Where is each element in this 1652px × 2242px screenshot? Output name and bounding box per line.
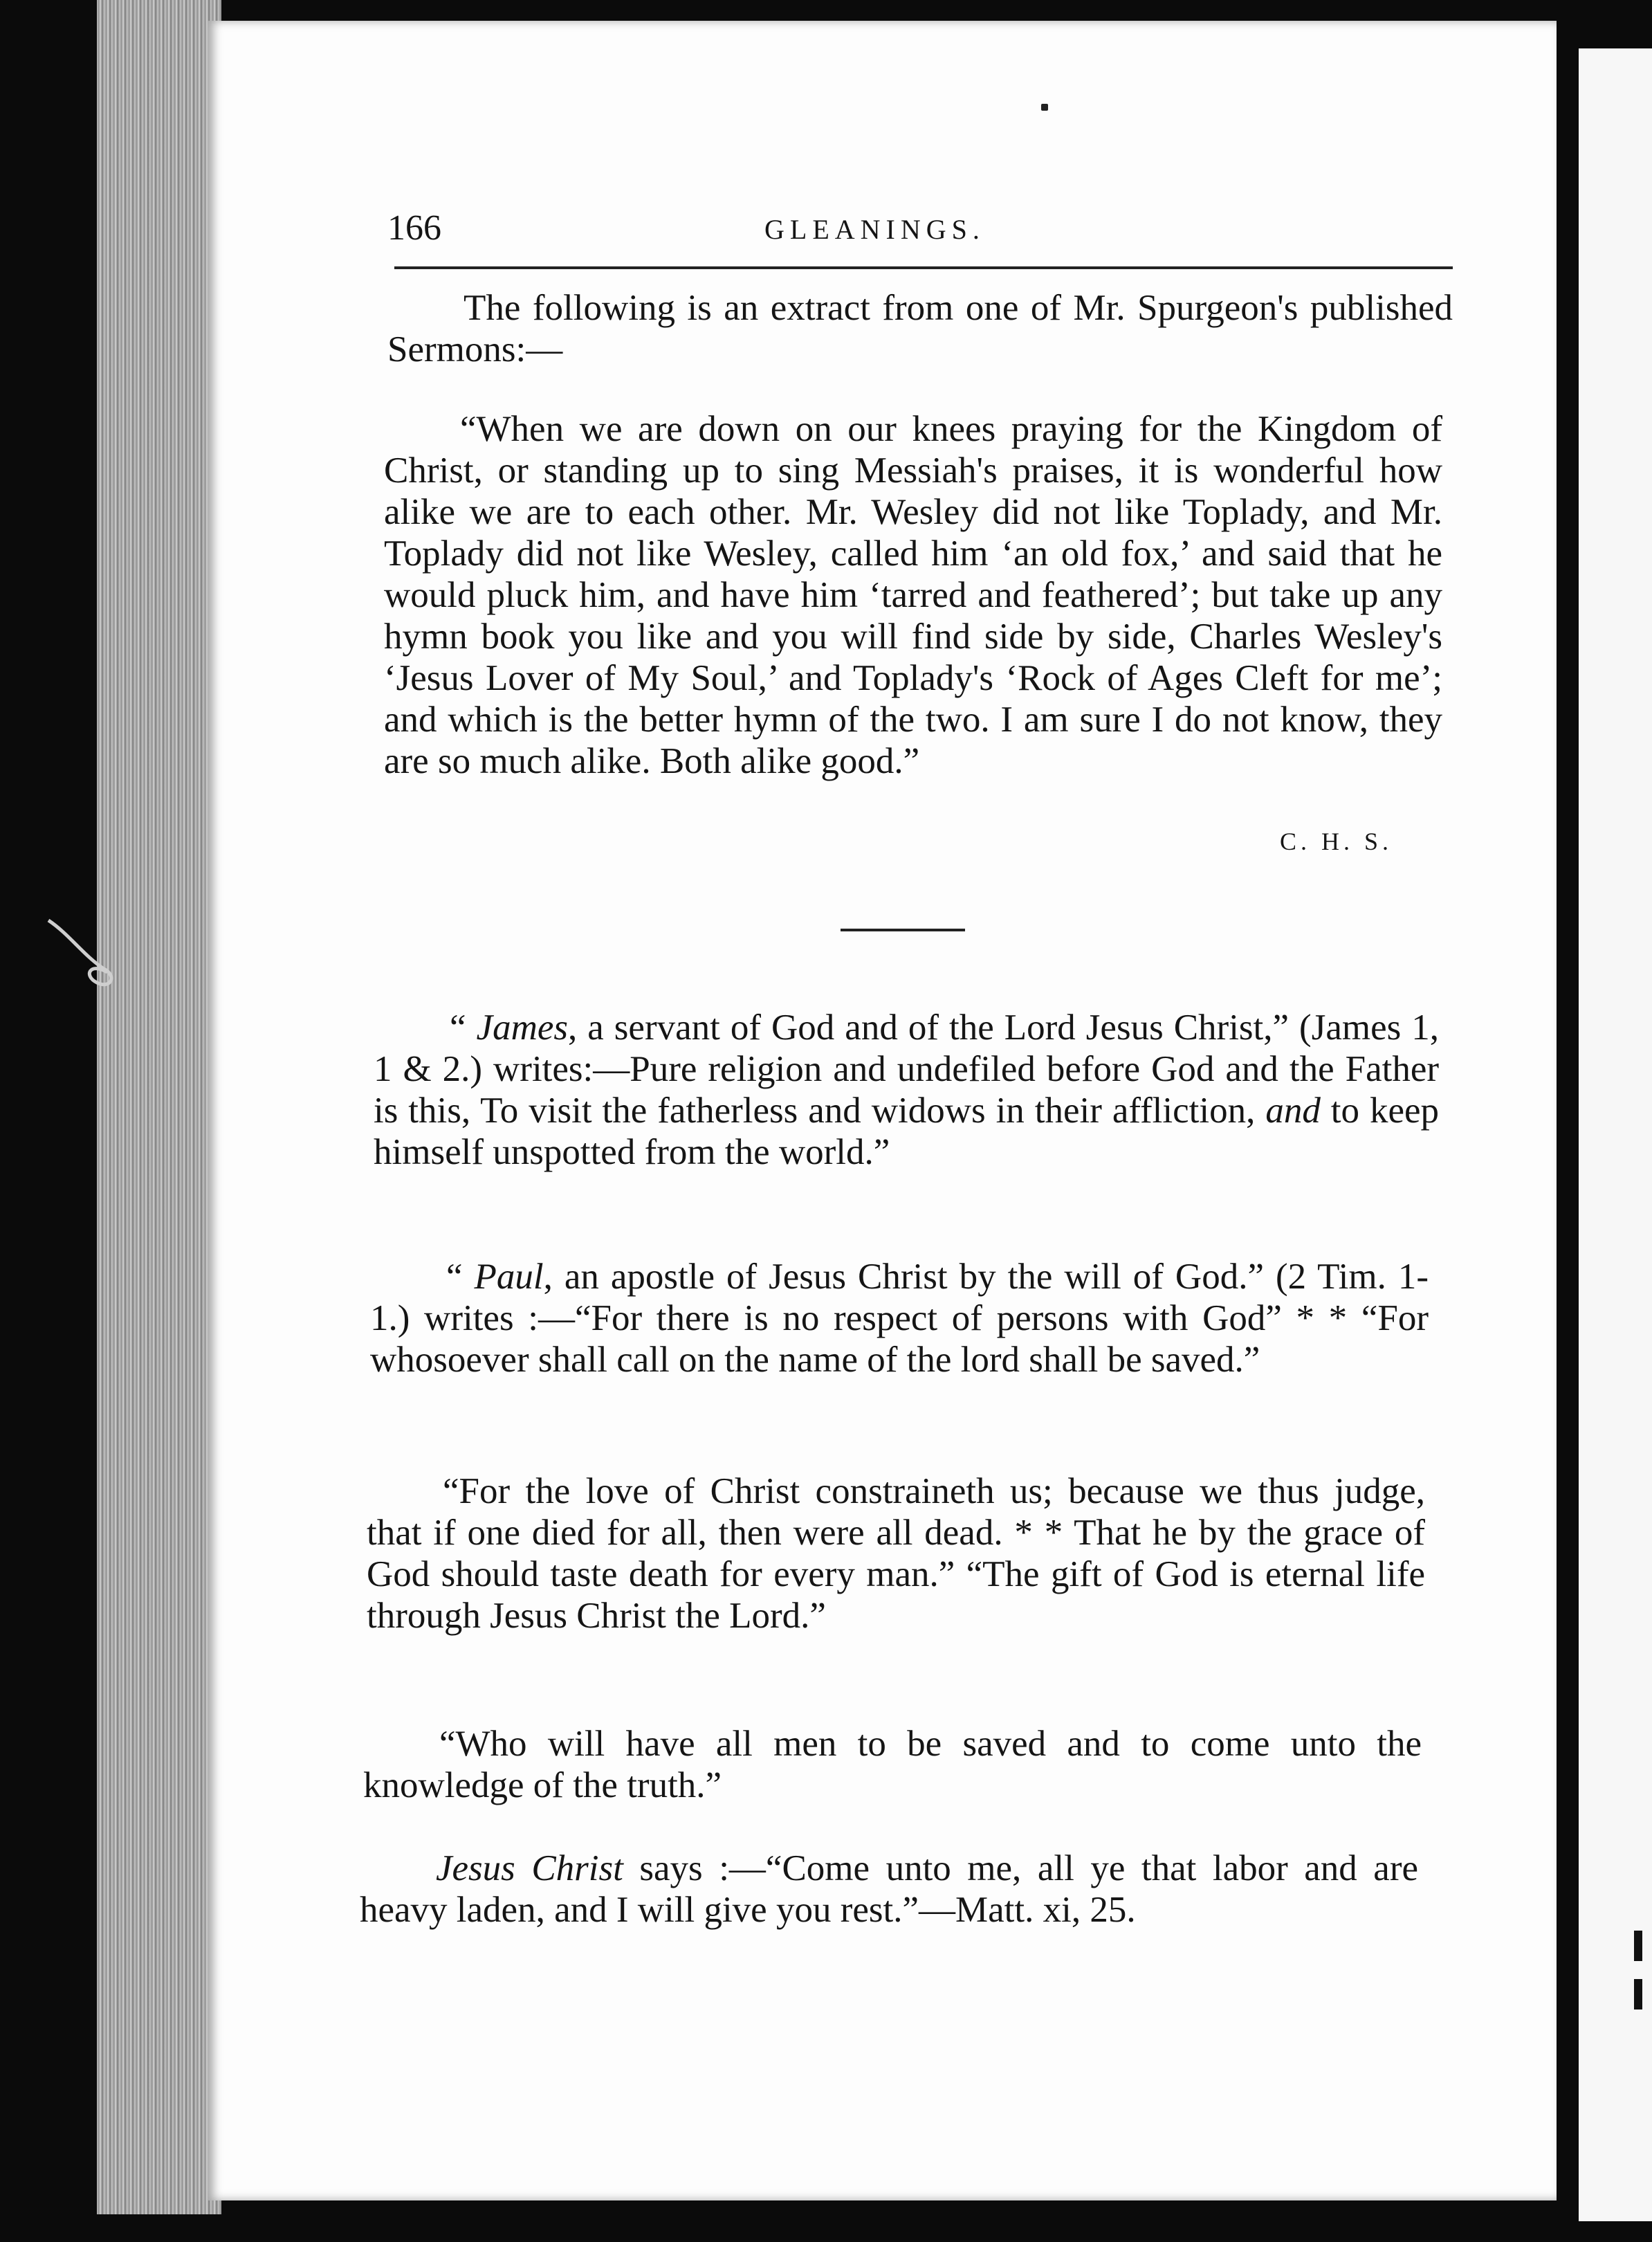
paragraph-all-men-text: “Who will have all men to be saved and to come unto the knowledge of the truth.”: [363, 1724, 1422, 1805]
section-separator: [841, 929, 965, 931]
paragraph-paul: [370, 1256, 1429, 1380]
print-speck: [1041, 104, 1048, 111]
signature-initials: C. H. S.: [1280, 828, 1393, 855]
facing-page-edge: [1579, 48, 1652, 2221]
page-edges: [97, 0, 221, 2214]
paragraph-love-of-christ-text: “For the love of Christ constraineth us; because we thus judge, that if one died for all, then were all dead. * * That he by the grace of God should taste death for every man.” “The gift of God is eternal life through Jesus Christ the Lord.”: [367, 1471, 1425, 1636]
italic-name-jesus: Jesus Christ: [436, 1848, 623, 1888]
paragraph-intro: [387, 287, 1453, 370]
paragraph-intro-text: The following is an extract from one of Mr. Spurgeon's published Sermons:—: [387, 288, 1453, 370]
facing-page-letter-fragment: [1634, 1931, 1642, 1961]
running-title: GLEANINGS.: [764, 214, 985, 245]
pencil-mark-icon: [42, 906, 125, 996]
paragraph-love-of-christ: [367, 1470, 1425, 1637]
page-number: 166: [387, 208, 441, 248]
italic-name-paul: Paul: [474, 1257, 544, 1297]
header-rule: [394, 266, 1453, 269]
running-head: [387, 208, 1480, 256]
paragraph-james-tail: to keep himself unspotted from the world.”: [374, 1091, 1439, 1172]
open-quote: “: [450, 1008, 466, 1048]
paragraph-all-men: [363, 1723, 1422, 1806]
paragraph-spurgeon-quote: [384, 408, 1442, 782]
paragraph-spurgeon-quote-text: “When we are down on our knees praying for the Kingdom of Christ, or standing up to sing Messiah's praises, it is wonderful how alike we are to each other. Mr. Wesley did not like Toplady, and Mr. Toplady did not like Wesley, called him ‘an old fox,’ and said that he would pluck him, and have him ‘tarred and feathered’; but take up any hymn book you like and you will find side by side, Charles Wesley's ‘Jesus Lover of My Soul,’ and Toplady's ‘Rock of Ages Cleft for me’; and which is the better hymn of the two. I am sure I do not know, they are so much alike. Both alike good.”: [384, 409, 1442, 781]
italic-name-james: James: [476, 1008, 568, 1048]
facing-page-letter-fragment: [1634, 1979, 1642, 2009]
italic-and: and: [1265, 1091, 1321, 1131]
paragraph-jesus-text: says :—“Come unto me, all ye that labor and are heavy laden, and I will give you rest.”—Matt. xi, 25.: [360, 1848, 1418, 1930]
paragraph-james-text: , a servant of God and of the Lord Jesus Christ,” (James 1, 1 & 2.) writes:—Pure religion and undefiled before God and the Father is this, To visit the fatherless and widows in their affliction,: [374, 1008, 1439, 1131]
paragraph-james: [374, 1007, 1439, 1173]
open-quote: “: [446, 1257, 463, 1297]
paragraph-paul-text: , an apostle of Jesus Christ by the will of God.” (2 Tim. 1-1.) writes :—“For there is no respect of persons with God” * * “For whosoever shall call on the name of the lord shall be saved.”: [370, 1257, 1429, 1380]
paragraph-jesus: [360, 1848, 1418, 1931]
